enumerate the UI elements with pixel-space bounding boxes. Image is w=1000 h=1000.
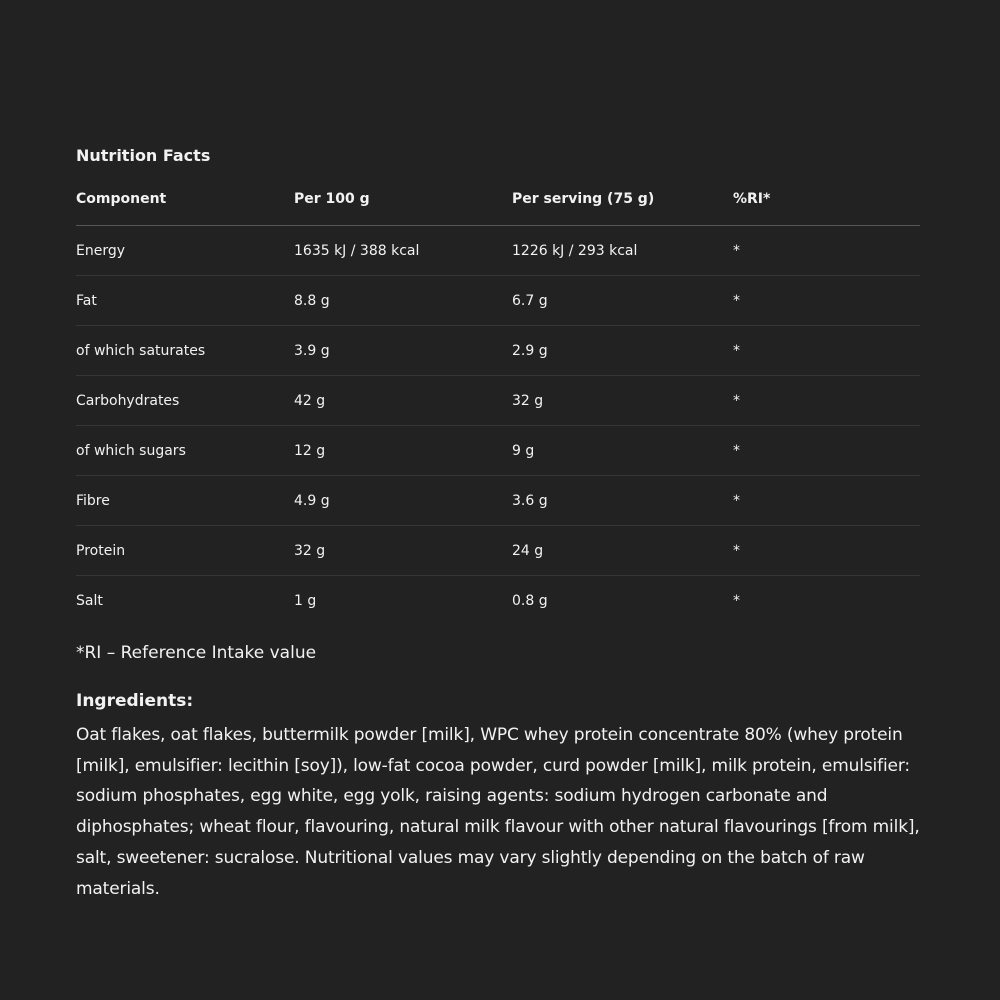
per-100g-cell: 42 g (294, 376, 512, 426)
component-cell: Energy (76, 226, 294, 276)
column-header-component: Component (76, 183, 294, 226)
per-100g-cell: 3.9 g (294, 326, 512, 376)
ri-cell: * (733, 376, 920, 426)
table-row (76, 476, 920, 526)
table-row (76, 526, 920, 576)
ri-cell: * (733, 226, 920, 276)
table-header-row (76, 183, 920, 226)
per-100g-cell: 4.9 g (294, 476, 512, 526)
ingredients-heading: Ingredients: (76, 691, 194, 711)
nutrition-table (76, 183, 920, 625)
ri-cell: * (733, 526, 920, 576)
component-cell: Fat (76, 276, 294, 326)
per-serving-cell: 6.7 g (512, 276, 733, 326)
per-serving-cell: 0.8 g (512, 592, 548, 609)
column-header-ri: %RI* (733, 183, 920, 226)
component-cell: Salt (76, 592, 103, 609)
per-serving-cell: 9 g (512, 426, 733, 476)
per-serving-cell: 3.6 g (512, 476, 733, 526)
table-row (76, 376, 920, 426)
column-header-per-serving: Per serving (75 g) (512, 183, 733, 226)
ri-cell: * (733, 326, 920, 376)
component-cell: Protein (76, 526, 294, 576)
nutrition-title: Nutrition Facts (76, 146, 211, 165)
per-100g-cell: 8.8 g (294, 276, 512, 326)
table-row (76, 276, 920, 326)
per-serving-cell: 1226 kJ / 293 kcal (512, 226, 733, 276)
component-cell: Fibre (76, 476, 294, 526)
table-row (76, 326, 920, 376)
ri-cell: * (733, 592, 740, 609)
per-serving-cell: 2.9 g (512, 326, 733, 376)
ri-footnote: *RI – Reference Intake value (76, 643, 317, 663)
per-100g-cell: 12 g (294, 426, 512, 476)
nutrition-panel (76, 145, 920, 904)
table-row (76, 426, 920, 476)
per-100g-cell: 1635 kJ / 388 kcal (294, 226, 512, 276)
ri-cell: * (733, 476, 920, 526)
ri-cell: * (733, 276, 920, 326)
table-row (76, 576, 920, 626)
per-100g-cell: 32 g (294, 526, 512, 576)
table-row (76, 226, 920, 276)
ingredients-text: Oat flakes, oat flakes, buttermilk powder [milk], WPC whey protein concentrate 80% (whey protein [milk], emulsifier: lecithin [soy]), low-fat cocoa powder, curd powder [milk], milk protein, emulsifier: sodium phosphates, egg white, egg yolk, raising agents: sodium hydrogen carbonate and diphosphates; wheat flour, flavouring, natural milk flavour with other natural flavourings [from milk], salt, sweetener: sucralose. Nutritional values may vary slightly depending on the batch of raw materials. (76, 725, 920, 899)
per-serving-cell: 24 g (512, 526, 733, 576)
component-cell: of which saturates (76, 326, 294, 376)
ri-cell: * (733, 426, 920, 476)
per-serving-cell: 32 g (512, 376, 733, 426)
component-cell: of which sugars (76, 426, 294, 476)
column-header-per-100g: Per 100 g (294, 183, 512, 226)
component-cell: Carbohydrates (76, 376, 294, 426)
per-100g-cell: 1 g (294, 592, 317, 609)
